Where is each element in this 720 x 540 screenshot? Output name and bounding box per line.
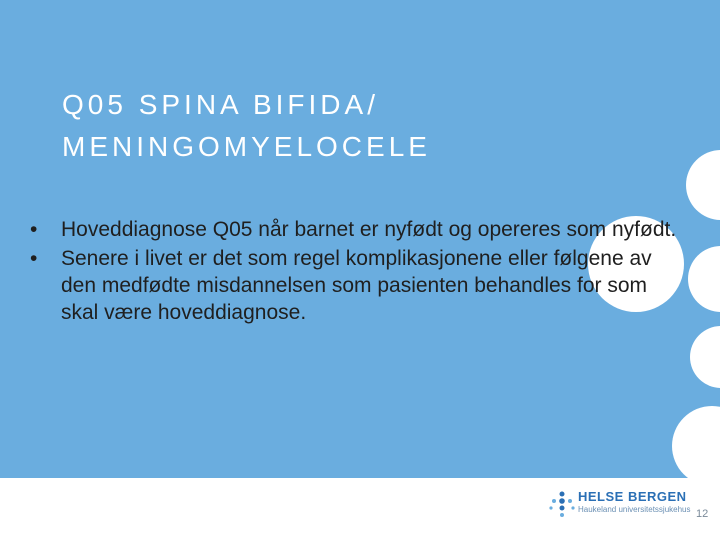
page-number: 12 — [696, 508, 709, 520]
bullet-icon: • — [30, 218, 38, 241]
decorative-circle — [672, 406, 720, 478]
logo-name: HELSE BERGEN — [578, 489, 687, 504]
logo-subtitle: Haukeland universitetssjukehus — [578, 505, 691, 514]
decorative-circle — [686, 150, 720, 220]
slide-title-line: Q05 SPINA BIFIDA/ — [62, 89, 379, 120]
slide-title-line: MENINGOMYELOCELE — [62, 131, 431, 162]
bullet-list — [30, 216, 690, 328]
bullet-text: Senere i livet er det som regel komplikasjonene eller følgene av den medfødte misdannelsen som pasienten behandles for som skal være hoveddiagnose. — [61, 247, 652, 324]
bullet-text: Hoveddiagnose Q05 når barnet er nyfødt og opereres som nyfødt. — [61, 218, 677, 241]
helse-bergen-logo — [548, 489, 691, 519]
bullet-item — [30, 216, 690, 243]
decorative-circle — [688, 246, 720, 312]
bullet-icon: • — [30, 247, 38, 270]
decorative-circle — [690, 326, 720, 388]
slide-title — [62, 84, 622, 168]
dot-cluster-icon — [548, 491, 576, 519]
bullet-item — [30, 245, 690, 326]
